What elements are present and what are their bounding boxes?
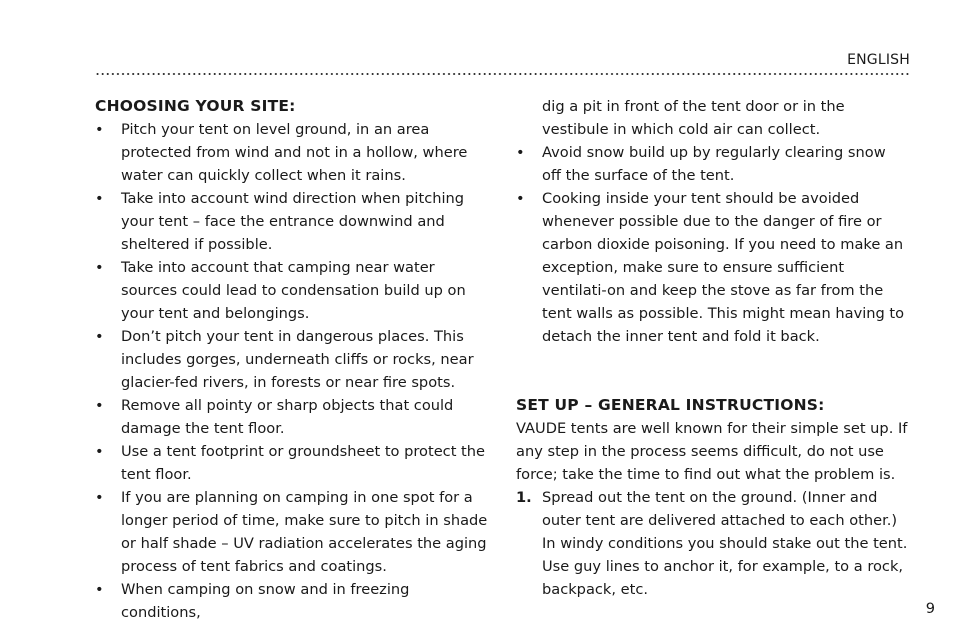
list-item (95, 187, 490, 256)
bullet: • (95, 121, 104, 138)
list-item-text: Cooking inside your tent should be avoided whenever possible due to the danger of fire or carbon dioxide poisoning. If you need to make an exception, make sure to ensure sufficient ventilati-on and keep the stove as far from the tent walls as possible. This might mean having to detach the inner tent and fold it back. (542, 190, 905, 345)
step-item (516, 486, 908, 601)
right-column (516, 95, 908, 601)
list-item-text: Avoid snow build up by regularly clearing snow off the surface of the tent. (542, 144, 886, 184)
list-item-text: Use a tent footprint or groundsheet to protect the tent floor. (121, 443, 486, 483)
setup-intro: VAUDE tents are well known for their simple set up. If any step in the process seems difficult, do not use force; take the time to find out what the problem is. (516, 420, 908, 483)
list-item-text: When camping on snow and in freezing conditions, (121, 581, 410, 621)
choosing-site-heading: CHOOSING YOUR SITE: (95, 97, 296, 115)
list-item (95, 578, 490, 624)
section-gap (516, 348, 908, 394)
bullet: • (95, 190, 104, 207)
bullet: • (95, 397, 104, 414)
dotted-divider (95, 73, 911, 75)
setup-steps-list (516, 486, 908, 601)
list-item (95, 486, 490, 578)
list-item-text: Pitch your tent on level ground, in an area protected from wind and not in a hollow, where water can quickly collect when it rains. (121, 121, 468, 184)
setup-heading: SET UP – GENERAL INSTRUCTIONS: (516, 396, 825, 414)
page-number: 9 (925, 600, 935, 617)
language-label: ENGLISH (847, 52, 910, 68)
bullet: • (95, 328, 104, 345)
site-tips-list-continued (516, 141, 908, 348)
list-item (95, 256, 490, 325)
list-item-text: Take into account that camping near water sources could lead to condensation build up on your tent and belongings. (121, 259, 466, 322)
step-number: 1. (516, 489, 532, 506)
list-item (95, 118, 490, 187)
bullet: • (95, 489, 104, 506)
list-item-text: Remove all pointy or sharp objects that could damage the tent floor. (121, 397, 454, 437)
list-item (516, 187, 908, 348)
list-item (95, 440, 490, 486)
bullet: • (95, 443, 104, 460)
bullet: • (95, 581, 104, 598)
step-text: Spread out the tent on the ground. (Inner and outer tent are delivered attached to each other.) In windy conditions you should stake out the tent. Use guy lines to anchor it, for example, to a rock, backpack, etc. (542, 489, 908, 598)
list-item-text: Don’t pitch your tent in dangerous places. This includes gorges, underneath cliffs or rocks, near glacier-fed rivers, in forests or near fire spots. (121, 328, 474, 391)
list-item (516, 141, 908, 187)
list-item (95, 394, 490, 440)
continued-text: dig a pit in front of the tent door or in the vestibule in which cold air can collect. (542, 98, 845, 138)
list-item-text: If you are planning on camping in one spot for a longer period of time, make sure to pitch in shade or half shade – UV radiation accelerates the aging process of tent fabrics and coatings. (121, 489, 488, 575)
list-item (95, 325, 490, 394)
site-tips-list (95, 118, 490, 624)
bullet: • (516, 144, 525, 161)
bullet: • (95, 259, 104, 276)
list-item-text: Take into account wind direction when pitching your tent – face the entrance downwind and sheltered if possible. (121, 190, 465, 253)
left-column (95, 95, 490, 624)
bullet: • (516, 190, 525, 207)
